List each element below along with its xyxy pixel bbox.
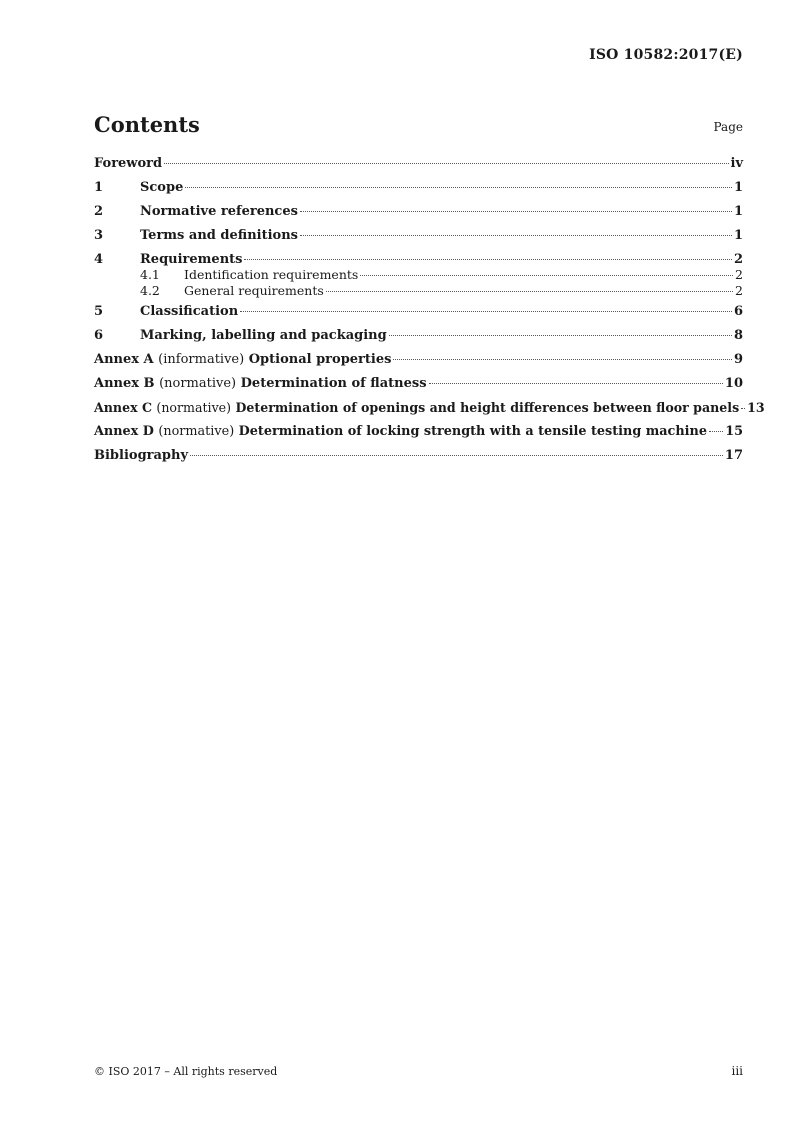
document-id: ISO 10582:2017(E) bbox=[589, 47, 743, 63]
contents-title: Contents bbox=[94, 112, 200, 137]
toc-entry-annex-b[interactable]: Annex B (normative) Determination of flatness 10 bbox=[94, 376, 743, 391]
contents-heading-row bbox=[94, 112, 743, 138]
toc-entry-normative-references[interactable]: 2 Normative references 1 bbox=[94, 204, 743, 219]
toc-entry-requirements[interactable]: 4 Requirements 2 bbox=[94, 252, 743, 267]
leader-dots bbox=[164, 163, 728, 164]
toc-entry-foreword[interactable]: Foreword iv bbox=[94, 156, 743, 171]
toc-entry-identification-requirements[interactable]: 4.1 Identification requirements 2 bbox=[140, 267, 743, 282]
leader-dots bbox=[300, 211, 732, 212]
page-column-label: Page bbox=[713, 120, 743, 134]
leader-dots bbox=[393, 359, 732, 360]
leader-dots bbox=[300, 235, 732, 236]
leader-dots bbox=[190, 455, 723, 456]
leader-dots bbox=[429, 383, 723, 384]
table-of-contents bbox=[94, 156, 765, 472]
leader-dots bbox=[741, 408, 745, 409]
leader-dots bbox=[185, 187, 732, 188]
leader-dots bbox=[709, 431, 723, 432]
toc-entry-annex-d[interactable]: Annex D (normative) Determination of locking strength with a tensile testing machine 15 bbox=[94, 424, 743, 439]
leader-dots bbox=[326, 291, 733, 292]
copyright-notice: © ISO 2017 – All rights reserved bbox=[94, 1065, 278, 1078]
toc-entry-classification[interactable]: 5 Classification 6 bbox=[94, 304, 743, 319]
toc-entry-general-requirements[interactable]: 4.2 General requirements 2 bbox=[140, 283, 743, 298]
leader-dots bbox=[360, 275, 733, 276]
toc-entry-scope[interactable]: 1 Scope 1 bbox=[94, 180, 743, 195]
leader-dots bbox=[240, 311, 732, 312]
leader-dots bbox=[389, 335, 732, 336]
toc-entry-terms[interactable]: 3 Terms and definitions 1 bbox=[94, 228, 743, 243]
leader-dots bbox=[244, 259, 731, 260]
toc-entry-bibliography[interactable]: Bibliography 17 bbox=[94, 448, 743, 463]
page-number: iii bbox=[731, 1064, 743, 1078]
toc-entry-annex-c[interactable]: Annex C (normative) Determination of openings and height differences between floor panels 13 bbox=[94, 400, 765, 415]
toc-entry-marking[interactable]: 6 Marking, labelling and packaging 8 bbox=[94, 328, 743, 343]
toc-entry-annex-a[interactable]: Annex A (informative) Optional properties 9 bbox=[94, 352, 743, 367]
